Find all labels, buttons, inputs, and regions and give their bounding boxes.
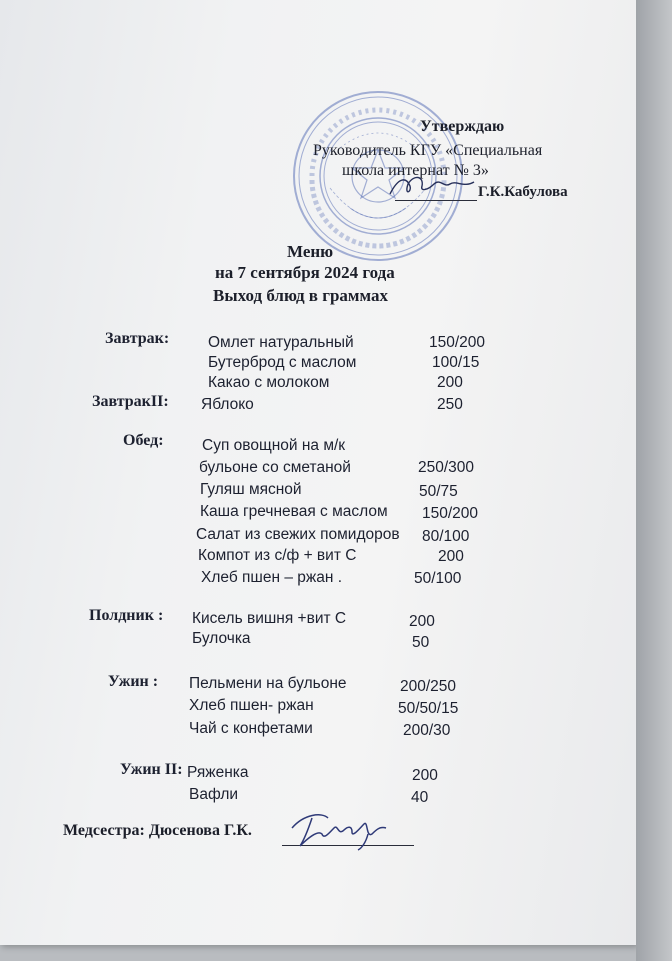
- approval-title: Утверждаю: [420, 118, 505, 135]
- dish-name: Суп овощной на м/к: [202, 437, 346, 454]
- dish-weight: 250: [437, 396, 463, 413]
- dish-name: Каша гречневая с маслом: [200, 503, 388, 520]
- dish-weight: 80/100: [422, 528, 470, 545]
- dish-name: Хлеб пшен – ржан .: [201, 569, 343, 586]
- dish-weight: 200: [438, 548, 464, 565]
- dish-name: Кисель вишня +вит С: [192, 610, 347, 627]
- background-edge: [636, 0, 672, 961]
- dish-weight: 200: [412, 767, 438, 784]
- menu-subtitle: Выход блюд в граммах: [213, 286, 388, 305]
- approval-organization: школа интернат № 3»: [342, 162, 489, 179]
- dish-name: бульоне со сметаной: [199, 459, 351, 476]
- dish-name: Компот из с/ф + вит С: [198, 547, 357, 564]
- approval-position: Руководитель КГУ «Специальная: [313, 142, 543, 159]
- meal-label-second-dinner: Ужин II:: [120, 761, 183, 778]
- meal-label-second-breakfast: ЗавтракII:: [92, 393, 169, 410]
- dish-weight: 200/30: [403, 722, 451, 739]
- meal-label-breakfast: Завтрак:: [105, 330, 170, 347]
- dish-weight: 40: [411, 789, 429, 806]
- dish-weight: 200: [409, 613, 435, 630]
- nurse-label: Медсестра: Дюсенова Г.К.: [63, 822, 252, 839]
- dish-weight: 200: [437, 374, 463, 391]
- approval-signer: Г.К.Кабулова: [478, 184, 568, 200]
- dish-name: Яблоко: [201, 396, 254, 413]
- meal-label-lunch: Обед:: [123, 432, 164, 449]
- dish-name: Омлет натуральный: [208, 334, 354, 351]
- approval-signature: [384, 170, 480, 202]
- dish-weight: 50/50/15: [398, 700, 459, 717]
- dish-weight: 250/300: [418, 459, 475, 476]
- dish-name: Ряженка: [187, 764, 249, 781]
- dish-name: Пельмени на бульоне: [189, 675, 347, 692]
- menu-date: на 7 сентября 2024 года: [215, 263, 395, 282]
- dish-weight: 50/75: [419, 483, 458, 500]
- menu-title: Меню: [287, 242, 334, 261]
- dish-weight: 50: [412, 634, 430, 651]
- dish-name: Хлеб пшен- ржан: [189, 697, 314, 714]
- dish-name: Салат из свежих помидоров: [196, 526, 400, 543]
- dish-weight: 100/15: [432, 354, 480, 371]
- dish-name: Гуляш мясной: [200, 481, 302, 498]
- nurse-signature: [282, 808, 392, 854]
- dish-name: Булочка: [192, 630, 251, 647]
- dish-weight: 200/250: [400, 678, 457, 695]
- dish-weight: 50/100: [414, 570, 462, 587]
- meal-label-afternoon-snack: Полдник :: [89, 607, 164, 624]
- dish-name: Чай с конфетами: [189, 720, 313, 737]
- dish-name: Бутерброд с маслом: [208, 354, 357, 371]
- dish-weight: 150/200: [422, 505, 479, 522]
- dish-weight: 150/200: [429, 334, 486, 351]
- meal-label-dinner: Ужин :: [108, 673, 159, 690]
- dish-name: Вафли: [189, 786, 239, 803]
- dish-name: Какао с молоком: [208, 374, 330, 391]
